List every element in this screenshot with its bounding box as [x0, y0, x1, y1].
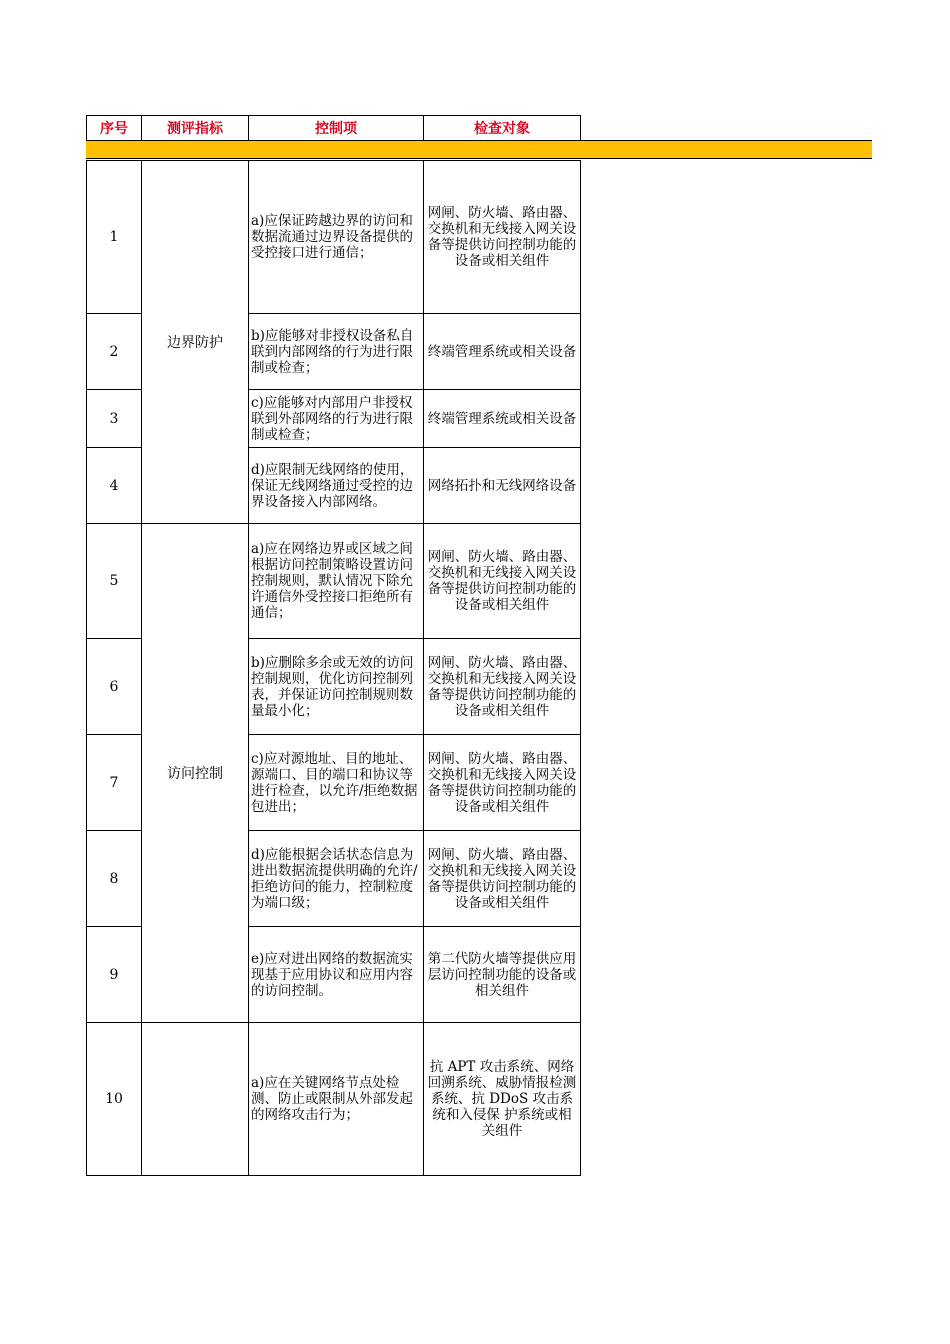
- seq-cell: 6: [87, 639, 142, 735]
- seq-cell: 8: [87, 831, 142, 927]
- object-cell: 第二代防火墙等提供应用层访问控制功能的设备或相关组件: [424, 927, 581, 1023]
- seq-cell: 10: [87, 1023, 142, 1176]
- control-cell: d)应限制无线网络的使用，保证无线网络通过受控的边界设备接入内部网络。: [249, 448, 424, 524]
- object-cell: 抗 APT 攻击系统、网络回溯系统、威胁情报检测系统、抗 DDoS 攻击系统和入侵保 护系统或相关组件: [424, 1023, 581, 1176]
- control-cell: c)应能够对内部用户非授权联到外部网络的行为进行限制或检查；: [249, 390, 424, 448]
- control-cell: e)应对进出网络的数据流实现基于应用协议和应用内容的访问控制。: [249, 927, 424, 1023]
- object-cell: 网闸、防火墙、路由器、交换机和无线接入网关设备等提供访问控制功能的设备或相关组件: [424, 639, 581, 735]
- control-cell: a)应保证跨越边界的访问和数据流通过边界设备提供的受控接口进行通信；: [249, 161, 424, 314]
- table-row: [87, 161, 581, 314]
- indicator-cell: 访问控制: [142, 524, 249, 1023]
- seq-cell: 9: [87, 927, 142, 1023]
- control-cell: a)应在关键网络节点处检测、防止或限制从外部发起的网络攻击行为；: [249, 1023, 424, 1176]
- object-cell: 网闸、防火墙、路由器、交换机和无线接入网关设备等提供访问控制功能的设备或相关组件: [424, 831, 581, 927]
- object-cell: 网闸、防火墙、路由器、交换机和无线接入网关设备等提供访问控制功能的设备或相关组件: [424, 735, 581, 831]
- header-control: 控制项: [249, 116, 424, 141]
- header-indicator: 测评指标: [142, 116, 249, 141]
- indicator-cell: 边界防护: [142, 161, 249, 524]
- control-cell: d)应能根据会话状态信息为进出数据流提供明确的允许/拒绝访问的能力，控制粒度为端口级；: [249, 831, 424, 927]
- control-cell: b)应能够对非授权设备私自联到内部网络的行为进行限制或检查；: [249, 314, 424, 390]
- seq-cell: 4: [87, 448, 142, 524]
- table-row: [87, 524, 581, 639]
- indicator-cell: [142, 1023, 249, 1176]
- seq-cell: 5: [87, 524, 142, 639]
- object-cell: 终端管理系统或相关设备: [424, 314, 581, 390]
- control-cell: c)应对源地址、目的地址、源端口、目的端口和协议等进行检查，以允许/拒绝数据包进出；: [249, 735, 424, 831]
- header-seq: 序号: [87, 116, 142, 141]
- object-cell: 终端管理系统或相关设备: [424, 390, 581, 448]
- object-cell: 网闸、防火墙、路由器、交换机和无线接入网关设备等提供访问控制功能的设备或相关组件: [424, 524, 581, 639]
- table-row: [87, 1023, 581, 1176]
- header-row: [87, 116, 581, 141]
- object-cell: 网络拓扑和无线网络设备: [424, 448, 581, 524]
- seq-cell: 7: [87, 735, 142, 831]
- band-row: [87, 141, 581, 161]
- evaluation-table: [86, 115, 581, 1176]
- seq-cell: 2: [87, 314, 142, 390]
- header-object: 检查对象: [424, 116, 581, 141]
- control-cell: b)应删除多余或无效的访问控制规则，优化访问控制列表，并保证访问控制规则数量最小化；: [249, 639, 424, 735]
- seq-cell: 3: [87, 390, 142, 448]
- seq-cell: 1: [87, 161, 142, 314]
- control-cell: a)应在网络边界或区域之间根据访问控制策略设置访问控制规则，默认情况下除允许通信外受控接口拒绝所有通信；: [249, 524, 424, 639]
- object-cell: 网闸、防火墙、路由器、交换机和无线接入网关设备等提供访问控制功能的设备或相关组件: [424, 161, 581, 314]
